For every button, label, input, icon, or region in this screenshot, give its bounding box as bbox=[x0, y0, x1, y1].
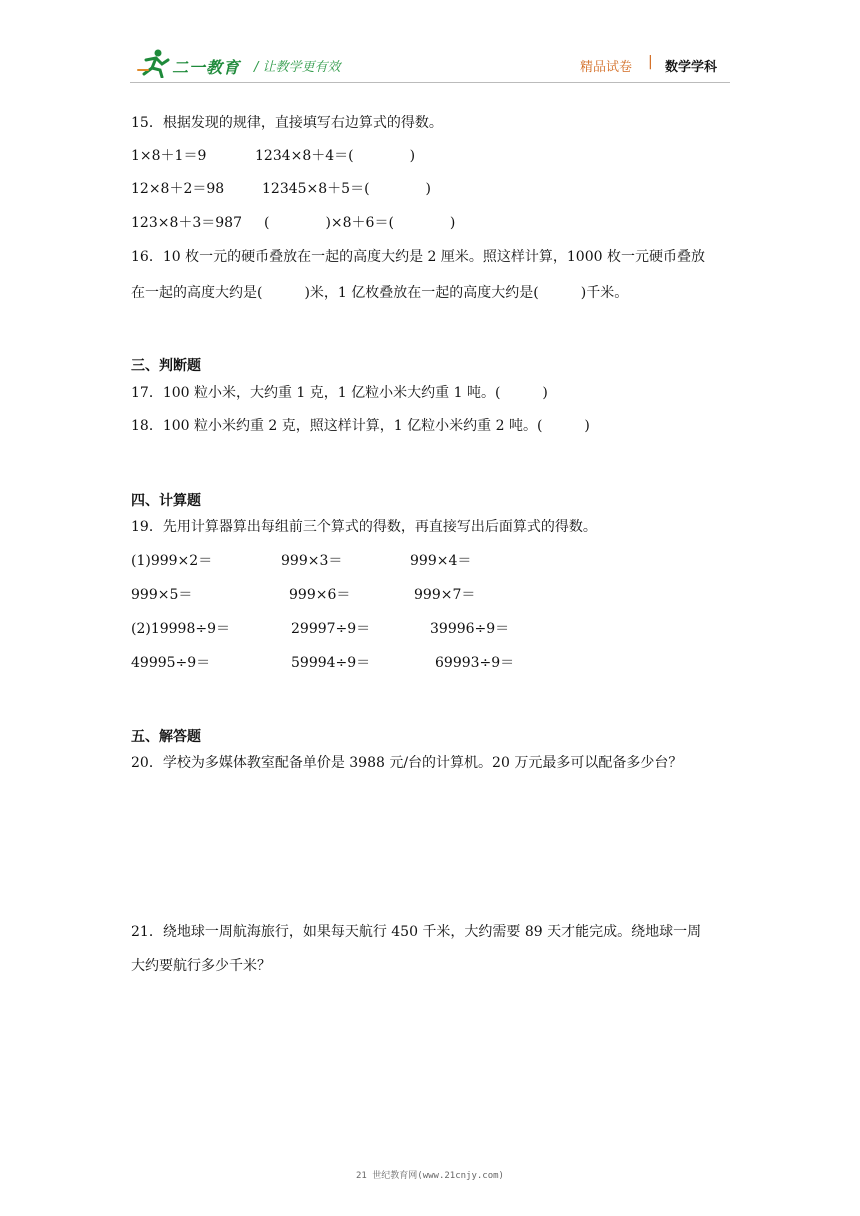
q19-row3-col2: 29997÷9＝ bbox=[291, 621, 371, 637]
question-15-title: 15．根据发现的规律，直接填写右边算式的得数。 bbox=[131, 115, 443, 131]
page-footer: 21 世纪教育网(www.21cnjy.com) bbox=[356, 1171, 504, 1181]
section-3-heading: 三、判断题 bbox=[131, 358, 201, 374]
q15-row2-left: 12×8＋2＝98 bbox=[131, 181, 225, 197]
brand-logo-text: 二一教育 bbox=[172, 58, 241, 77]
question-16-line2: 在一起的高度大约是( )米，1 亿枚叠放在一起的高度大约是( )千米。 bbox=[131, 285, 629, 301]
section-5-heading: 五、解答题 bbox=[131, 729, 201, 745]
section-4-heading: 四、计算题 bbox=[131, 493, 201, 509]
header-separator: | bbox=[648, 54, 653, 70]
header-divider bbox=[130, 82, 730, 83]
q19-row3-col3: 39996÷9＝ bbox=[430, 621, 510, 637]
runner-logo-icon bbox=[136, 48, 172, 78]
question-17: 17．100 粒小米，大约重 1 克，1 亿粒小米大约重 1 吨。( ) bbox=[131, 385, 548, 401]
question-18: 18．100 粒小米约重 2 克，照这样计算，1 亿粒小米约重 2 吨。( ) bbox=[131, 418, 590, 434]
q19-row4-col2: 59994÷9＝ bbox=[291, 655, 371, 671]
question-16-line1: 16．10 枚一元的硬币叠放在一起的高度大约是 2 厘米。照这样计算，1000 枚一元硬币叠放 bbox=[131, 249, 705, 265]
q19-row1-col3: 999×4＝ bbox=[410, 553, 472, 569]
question-21-line1: 21．绕地球一周航海旅行，如果每天航行 450 千米，大约需要 89 天才能完成。绕地球一周 bbox=[131, 924, 702, 940]
q19-row4-col3: 69993÷9＝ bbox=[435, 655, 515, 671]
q15-row1-left: 1×8＋1＝9 bbox=[131, 148, 207, 164]
question-19: 19．先用计算器算出每组前三个算式的得数，再直接写出后面算式的得数。 bbox=[131, 519, 597, 535]
q19-row2-col2: 999×6＝ bbox=[289, 587, 351, 603]
q19-row2-col3: 999×7＝ bbox=[414, 587, 476, 603]
q19-row1-col1: (1)999×2＝ bbox=[131, 553, 213, 569]
brand-slogan: / 让教学更有效 bbox=[254, 60, 341, 75]
q19-row2-col1: 999×5＝ bbox=[131, 587, 193, 603]
q19-row3-col1: (2)19998÷9＝ bbox=[131, 621, 231, 637]
q15-row3-right: ( )×8＋6＝( ) bbox=[264, 215, 456, 231]
header-label-premium: 精品试卷 bbox=[580, 60, 633, 75]
header-label-subject: 数学学科 bbox=[665, 60, 718, 75]
q15-row1-right: 1234×8＋4＝( ) bbox=[255, 148, 416, 164]
q15-row3-left: 123×8＋3＝987 bbox=[131, 215, 242, 231]
q19-row1-col2: 999×3＝ bbox=[281, 553, 343, 569]
question-21-line2: 大约要航行多少千米？ bbox=[131, 958, 271, 974]
q19-row4-col1: 49995÷9＝ bbox=[131, 655, 211, 671]
q15-row2-right: 12345×8＋5＝( ) bbox=[262, 181, 432, 197]
question-20: 20．学校为多媒体教室配备单价是 3988 元/台的计算机。20 万元最多可以配备多少台？ bbox=[131, 755, 683, 771]
